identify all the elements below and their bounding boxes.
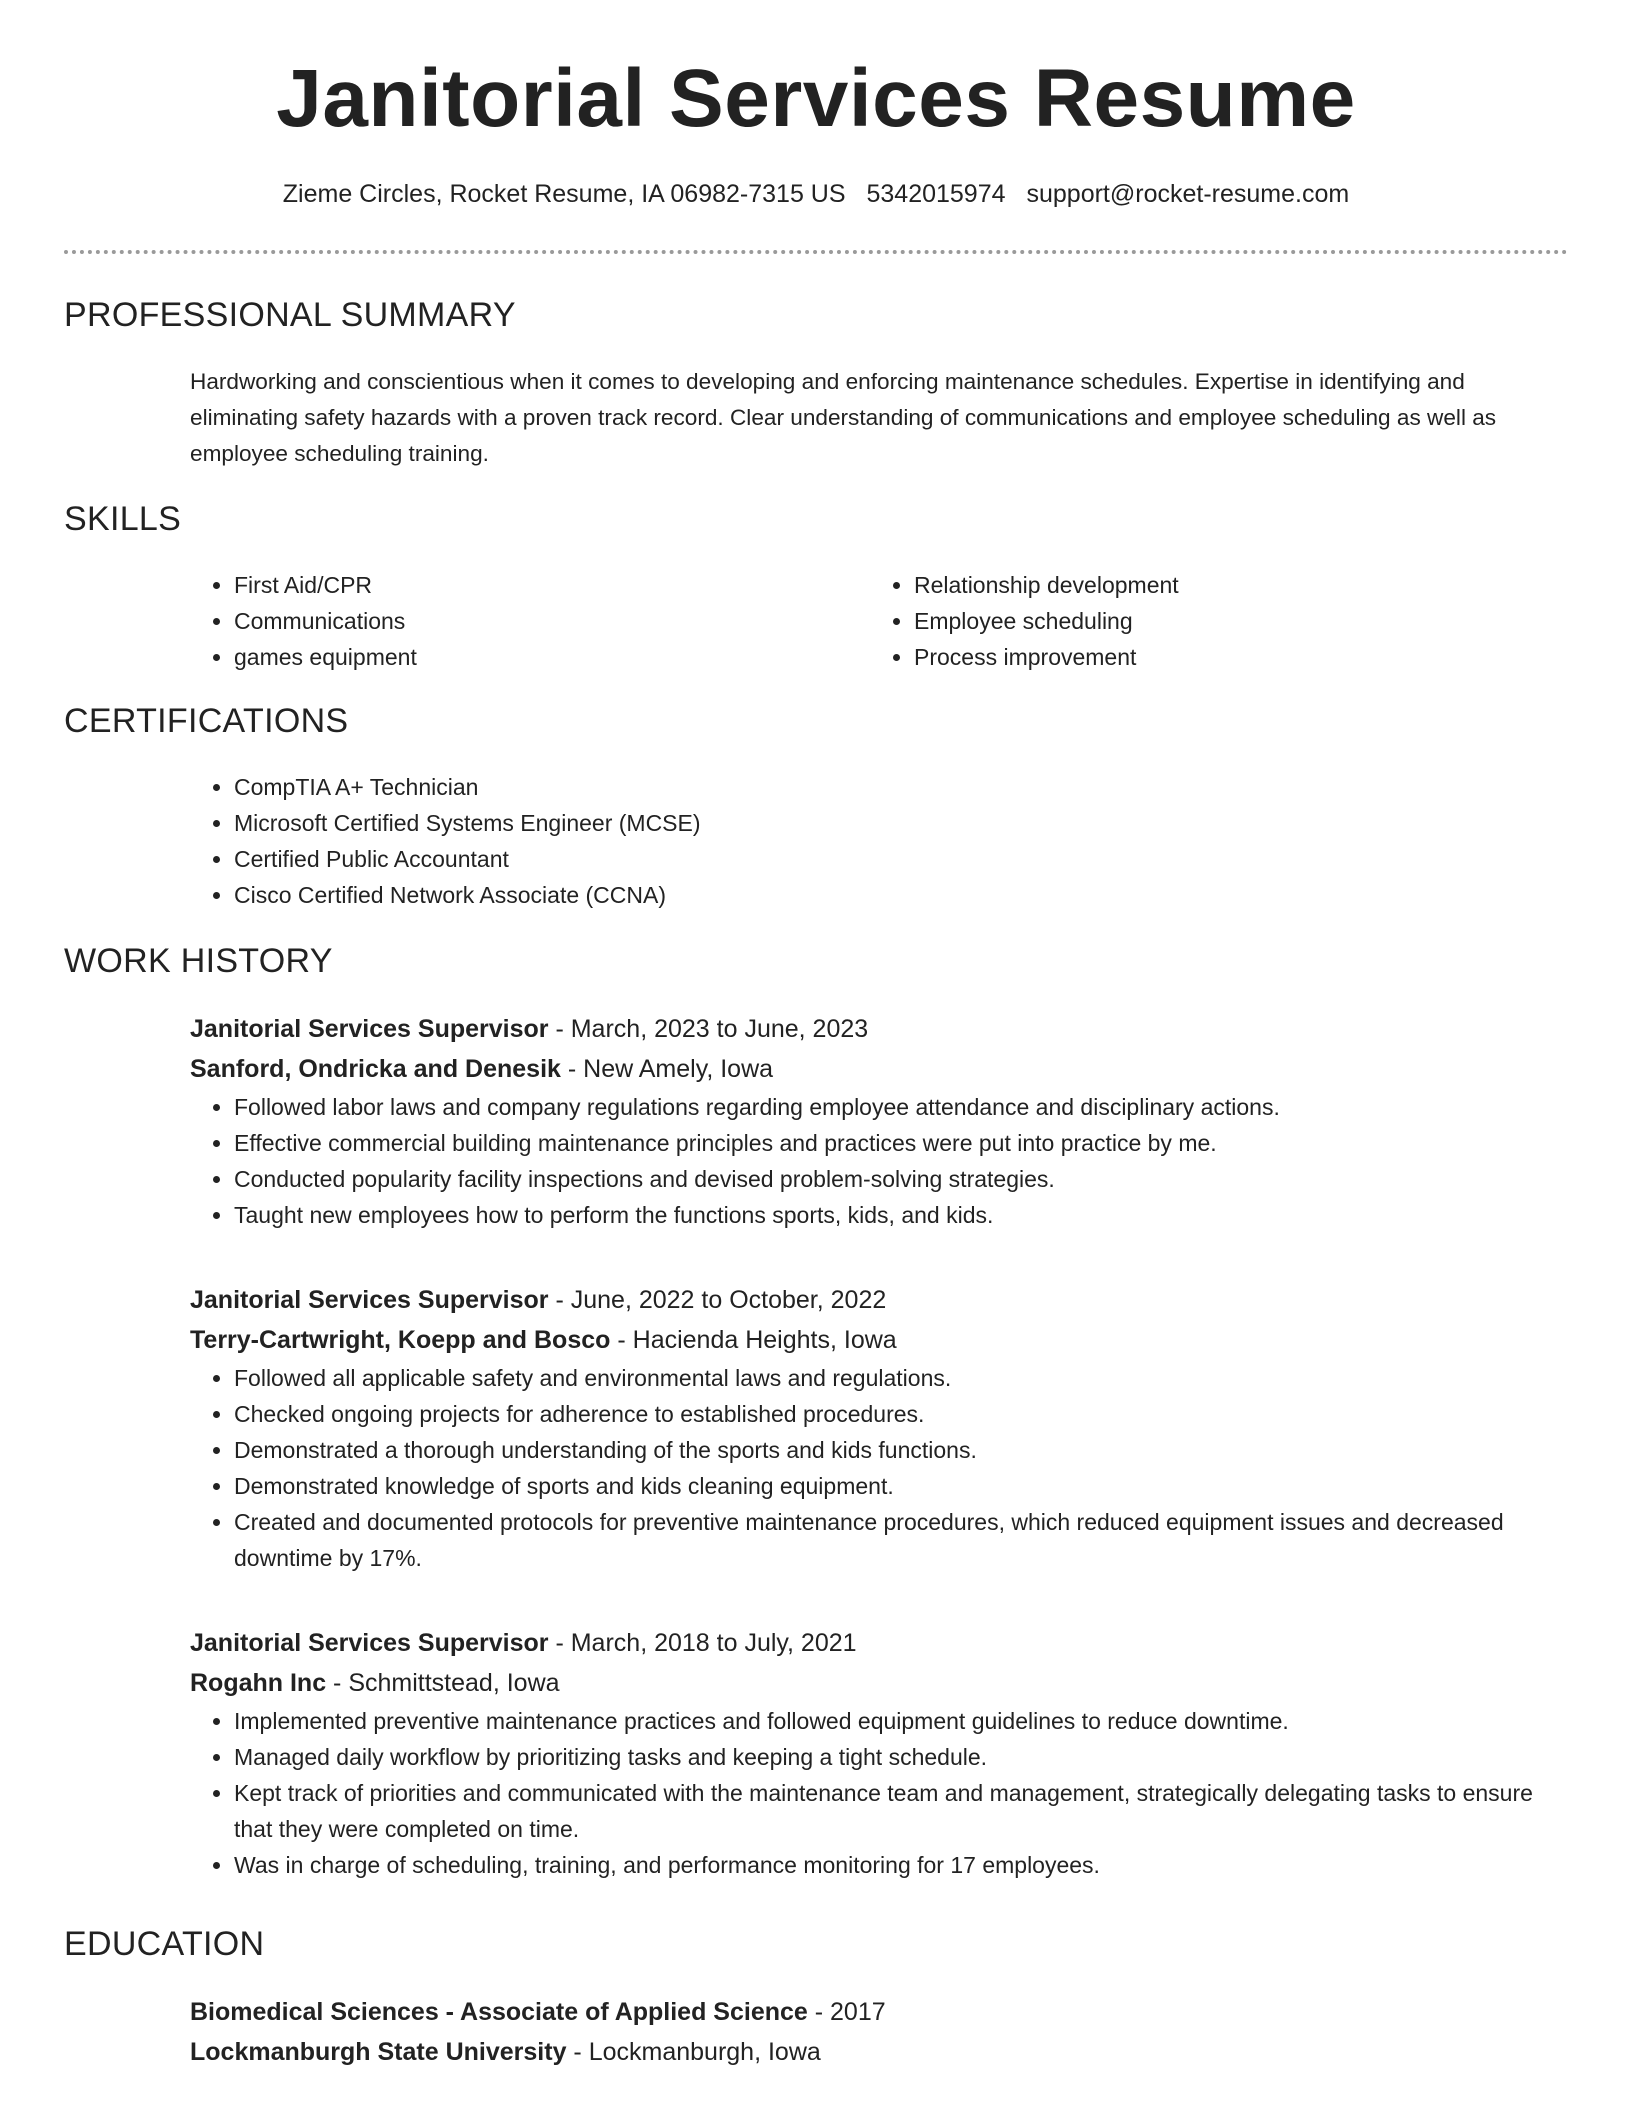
job-duty: • Managed daily workflow by prioritizing tasks and keeping a tight schedule. — [234, 1739, 1570, 1775]
section-title-skills: SKILLS — [64, 500, 182, 538]
job-location: - Schmittstead, Iowa — [326, 1669, 560, 1697]
job-company-line — [190, 1049, 1570, 1089]
certification-item: • CompTIA A+ Technician — [234, 769, 1570, 805]
job-dates: - March, 2023 to June, 2023 — [548, 1015, 869, 1043]
job-company: Terry-Cartwright, Koepp and Bosco — [190, 1326, 611, 1354]
education-degree-line — [190, 1992, 1570, 2032]
contact-phone: 5342015974 — [866, 180, 1006, 208]
section-title-work-history: WORK HISTORY — [64, 942, 333, 980]
job-title: Janitorial Services Supervisor — [190, 1286, 549, 1314]
job-dates: - March, 2018 to July, 2021 — [548, 1629, 857, 1657]
skills-column-right — [870, 567, 1510, 675]
job-duty: • Was in charge of scheduling, training, and performance monitoring for 17 employees. — [234, 1847, 1570, 1883]
contact-line — [64, 180, 1568, 209]
job-duty: • Conducted popularity facility inspections and devised problem-solving strategies. — [234, 1161, 1570, 1197]
job-duties — [190, 1360, 1570, 1576]
job-duty: • Demonstrated knowledge of sports and kids cleaning equipment. — [234, 1468, 1570, 1504]
job-location: - Hacienda Heights, Iowa — [610, 1326, 897, 1354]
job-dates: - June, 2022 to October, 2022 — [548, 1286, 887, 1314]
section-title-certifications: CERTIFICATIONS — [64, 702, 349, 740]
education-location: - Lockmanburgh, Iowa — [566, 2038, 821, 2066]
job-duty: • Kept track of priorities and communicated with the maintenance team and management, strategically delegating tasks to ensure that they were completed on time. — [234, 1775, 1570, 1847]
skill-item: • games equipment — [234, 639, 830, 675]
job-company: Sanford, Ondricka and Denesik — [190, 1055, 561, 1083]
skill-item: • Communications — [234, 603, 830, 639]
skill-item: • Relationship development — [914, 567, 1510, 603]
skill-item: • Process improvement — [914, 639, 1510, 675]
job-duty: • Taught new employees how to perform the functions sports, kids, and kids. — [234, 1197, 1570, 1233]
job-duty: • Checked ongoing projects for adherence to established procedures. — [234, 1396, 1570, 1432]
job-location: - New Amely, Iowa — [560, 1055, 774, 1083]
skill-item: • Employee scheduling — [914, 603, 1510, 639]
resume-title: Janitorial Services Resume — [276, 53, 1356, 144]
job-entry — [190, 1009, 1570, 1233]
education-entry — [190, 1992, 1570, 2072]
education-year: - 2017 — [807, 1998, 886, 2026]
job-duty: • Followed all applicable safety and environmental laws and regulations. — [234, 1360, 1570, 1396]
summary-text: Hardworking and conscientious when it comes to developing and enforcing maintenance schedules. Expertise in identifying and eliminating safety hazards with a proven track record. Clear understanding of communications and employee scheduling as well as employee scheduling training. — [190, 369, 1497, 466]
job-duty: • Effective commercial building maintenance principles and practices were put into practice by me. — [234, 1125, 1570, 1161]
job-company-line — [190, 1663, 1570, 1703]
section-title-education: EDUCATION — [64, 1925, 265, 1963]
job-duty: • Implemented preventive maintenance practices and followed equipment guidelines to reduce downtime. — [234, 1703, 1570, 1739]
education-degree: Biomedical Sciences - Associate of Applied Science — [190, 1998, 808, 2026]
education-school: Lockmanburgh State University — [190, 2038, 567, 2066]
education-school-line — [190, 2032, 1570, 2072]
job-title-line — [190, 1009, 1570, 1049]
job-title: Janitorial Services Supervisor — [190, 1015, 549, 1043]
certification-item: • Cisco Certified Network Associate (CCNA) — [234, 877, 1570, 913]
job-entry — [190, 1623, 1570, 1883]
certification-item: • Certified Public Accountant — [234, 841, 1570, 877]
job-duties — [190, 1703, 1570, 1883]
job-title-line — [190, 1280, 1570, 1320]
certifications-list — [190, 769, 1570, 913]
job-company: Rogahn Inc — [190, 1669, 327, 1697]
job-duty: • Followed labor laws and company regulations regarding employee attendance and disciplinary actions. — [234, 1089, 1570, 1125]
job-entry — [190, 1280, 1570, 1576]
certification-item: • Microsoft Certified Systems Engineer (MCSE) — [234, 805, 1570, 841]
job-company-line — [190, 1320, 1570, 1360]
contact-email: support@rocket-resume.com — [1026, 180, 1350, 208]
job-duty: • Created and documented protocols for preventive maintenance procedures, which reduced equipment issues and decreased downtime by 17%. — [234, 1504, 1570, 1576]
section-title-summary: PROFESSIONAL SUMMARY — [64, 296, 516, 334]
job-duty: • Demonstrated a thorough understanding of the sports and kids functions. — [234, 1432, 1570, 1468]
header-divider — [64, 250, 1568, 254]
contact-address: Zieme Circles, Rocket Resume, IA 06982-7315 US — [282, 180, 846, 208]
job-duties — [190, 1089, 1570, 1233]
job-title-line — [190, 1623, 1570, 1663]
job-title: Janitorial Services Supervisor — [190, 1629, 549, 1657]
skill-item: • First Aid/CPR — [234, 567, 830, 603]
skills-column-left — [190, 567, 830, 675]
